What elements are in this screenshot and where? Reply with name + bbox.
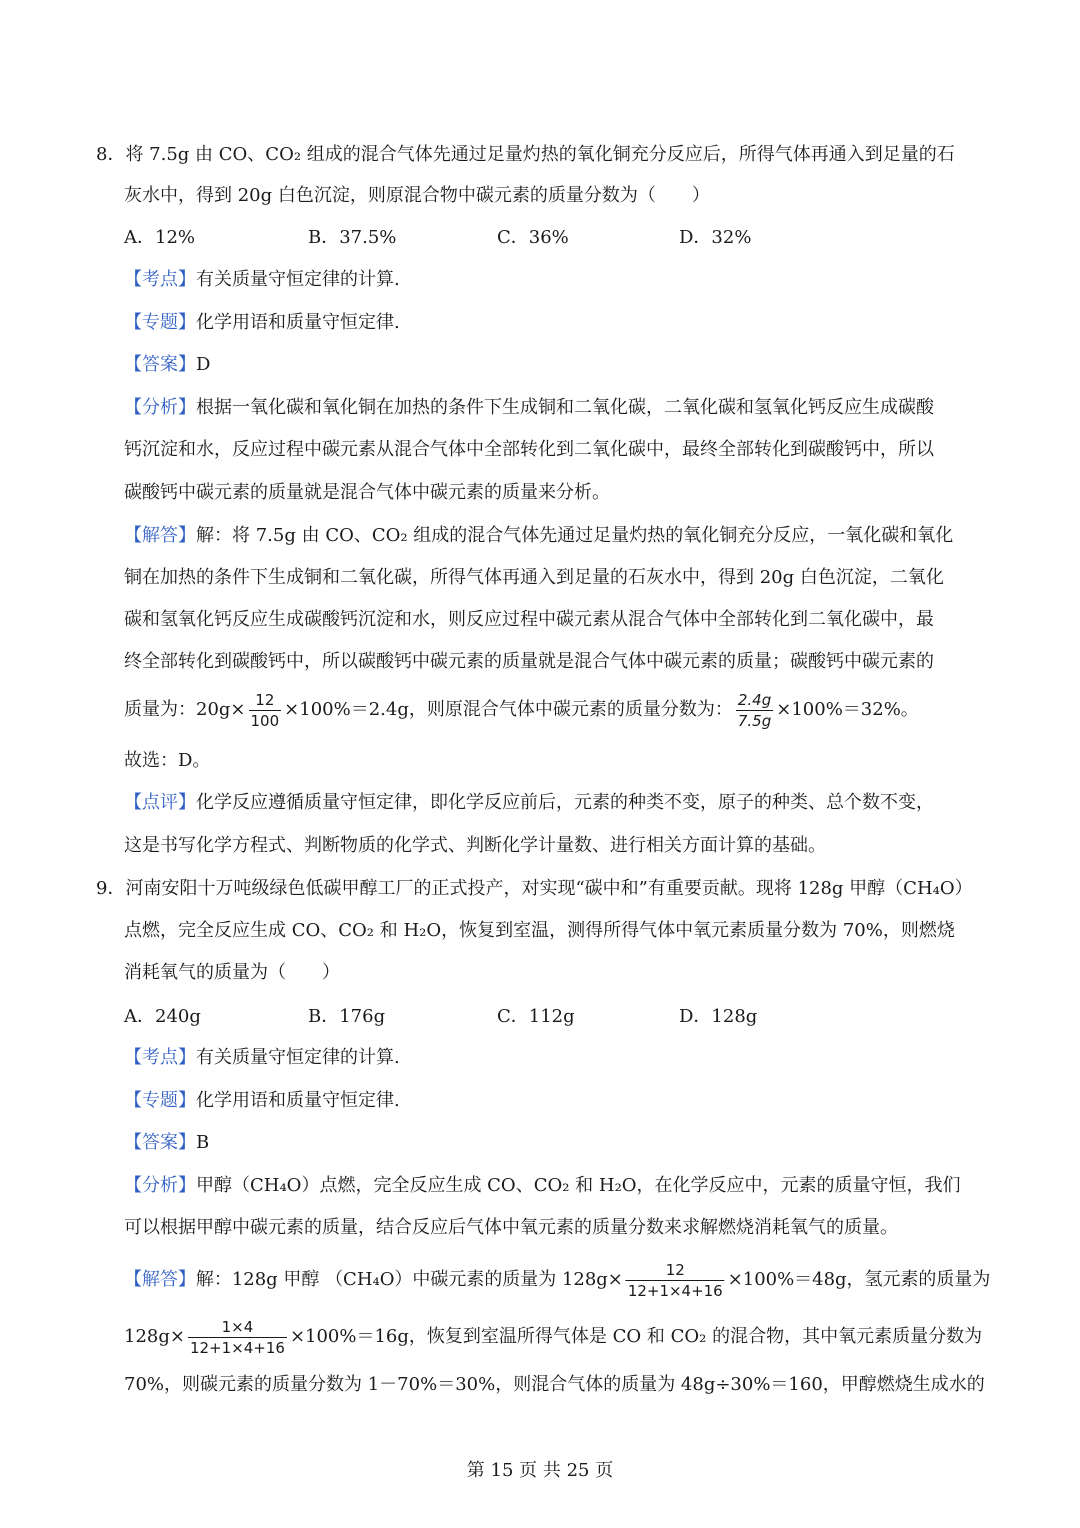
q8-analysis-text-1: 根据一氧化碳和氧化铜在加热的条件下生成铜和二氧化碳，二氧化碳和氢氧化钙反应生成碳酸 — [196, 397, 934, 418]
q9-analysis-text-1: 甲醇（CH₄O）点燃，完全反应生成 CO、CO₂ 和 H₂O，在化学反应中，元素的质量守恒，我们 — [196, 1175, 961, 1196]
q8-stem-line-2: 灰水中，得到 20g 白色沉淀，则原混合物中碳元素的质量分数为（ ） — [124, 185, 710, 206]
q8-kaodian — [124, 267, 400, 293]
q9-answer — [124, 1130, 209, 1156]
q9-kaodian-label: 【考点】 — [124, 1047, 196, 1068]
q8-solution-line-4: 终全部转化到碳酸钙中，所以碳酸钙中碳元素的质量就是混合气体中碳元素的质量；碳酸钙中碳元素的 — [124, 651, 934, 672]
frac-denominator: 12+1×4+16 — [627, 1281, 723, 1300]
q9-zhuanti-label: 【专题】 — [124, 1090, 196, 1111]
q9-zhuanti — [124, 1088, 400, 1114]
q8-kaodian-label: 【考点】 — [124, 269, 196, 290]
q9-solution-label: 【解答】 — [124, 1269, 196, 1290]
q8-solution-line-5 — [124, 688, 919, 732]
q9-kaodian-text: 有关质量守恒定律的计算. — [196, 1047, 400, 1068]
page-number-footer: 第 15 页 共 25 页 — [466, 1460, 614, 1481]
q8-solution-5a: 质量为：20g× — [124, 699, 246, 720]
q8-analysis-line-2: 钙沉淀和水，反应过程中碳元素从混合气体中全部转化到二氧化碳中，最终全部转化到碳酸钙中，所以 — [124, 439, 934, 460]
q9-solution-1a: 解：128g 甲醇 （CH₄O）中碳元素的质量为 128g× — [195, 1269, 623, 1290]
q8-fraction-2.4-7.5 — [736, 690, 773, 731]
q8-analysis-line-1 — [124, 395, 934, 421]
frac-numerator: 2.4g — [737, 690, 772, 709]
q9-analysis-label: 【分析】 — [124, 1175, 196, 1196]
q8-comment-text-1: 化学反应遵循质量守恒定律，即化学反应前后，元素的种类不变，原子的种类、总个数不变， — [196, 792, 934, 813]
frac-numerator: 1×4 — [188, 1317, 287, 1338]
q9-option-a: A．240g — [124, 1006, 201, 1027]
q9-solution-line-2 — [124, 1315, 982, 1359]
q8-solution-text-1: 解：将 7.5g 由 CO、CO₂ 组成的混合气体先通过足量灼热的氧化铜充分反应，一氧化碳和氧化 — [196, 525, 954, 546]
q8-fraction-12-100 — [249, 690, 282, 731]
q9-stem-line-2: 点燃，完全反应生成 CO、CO₂ 和 H₂O，恢复到室温，测得所得气体中氧元素质量分数为 70%，则燃烧 — [124, 920, 955, 941]
q8-comment-line-2: 这是书写化学方程式、判断物质的化学式、判断化学计量数、进行相关方面计算的基础。 — [124, 835, 826, 856]
q8-solution-line-1 — [124, 523, 953, 549]
q8-analysis-label: 【分析】 — [124, 397, 196, 418]
q9-stem-line-3: 消耗氧气的质量为（ ） — [124, 962, 340, 983]
q8-kaodian-text: 有关质量守恒定律的计算. — [196, 269, 400, 290]
q8-answer-label: 【答案】 — [124, 354, 196, 375]
frac-numerator: 12 — [626, 1260, 725, 1281]
q8-zhuanti-text: 化学用语和质量守恒定律. — [196, 312, 400, 333]
q8-comment-line-1 — [124, 790, 934, 816]
q9-answer-label: 【答案】 — [124, 1132, 196, 1153]
q9-zhuanti-text: 化学用语和质量守恒定律. — [196, 1090, 400, 1111]
q9-solution-2b: ×100%＝16g，恢复到室温所得气体是 CO 和 CO₂ 的混合物，其中氧元素质量分数为 — [289, 1326, 983, 1347]
q8-answer-text: D — [196, 354, 211, 375]
q8-comment-label: 【点评】 — [124, 792, 196, 813]
q8-option-c: C．36% — [497, 227, 569, 248]
frac-denominator: 100 — [250, 711, 280, 730]
q9-solution-line-3: 70%，则碳元素的质量分数为 1－70%＝30%，则混合气体的质量为 48g÷30%＝160，甲醇燃烧生成水的 — [124, 1374, 985, 1395]
q9-analysis-line-1 — [124, 1173, 961, 1199]
q9-solution-line-1 — [124, 1258, 990, 1302]
q9-kaodian — [124, 1045, 400, 1071]
q9-fraction-carbon — [626, 1260, 725, 1301]
frac-numerator: 12 — [249, 690, 282, 711]
q9-solution-2a: 128g× — [124, 1326, 185, 1347]
q8-stem-line-1: 8．将 7.5g 由 CO、CO₂ 组成的混合气体先通过足量灼热的氧化铜充分反应后，所得气体再通入到足量的石 — [96, 144, 955, 165]
q8-option-d: D．32% — [679, 227, 752, 248]
q8-zhuanti — [124, 310, 400, 336]
q8-answer — [124, 352, 210, 378]
q9-option-c: C．112g — [497, 1006, 575, 1027]
frac-denominator: 7.5g — [737, 711, 772, 730]
q9-fraction-hydrogen — [188, 1317, 287, 1358]
q8-solution-label: 【解答】 — [124, 525, 196, 546]
q8-solution-line-3: 碳和氢氧化钙反应生成碳酸钙沉淀和水，则反应过程中碳元素从混合气体中全部转化到二氧化碳中，最 — [124, 609, 934, 630]
q8-choice: 故选：D。 — [124, 750, 211, 771]
q8-solution-line-2: 铜在加热的条件下生成铜和二氧化碳，所得气体再通入到足量的石灰水中，得到 20g 白色沉淀，二氧化 — [124, 567, 944, 588]
q8-zhuanti-label: 【专题】 — [124, 312, 196, 333]
q9-option-d: D．128g — [679, 1006, 758, 1027]
q9-answer-text: B — [196, 1132, 210, 1153]
q9-stem-line-1: 9．河南安阳十万吨级绿色低碳甲醇工厂的正式投产，对实现“碳中和”有重要贡献。现将 128g 甲醇（CH₄O） — [96, 878, 973, 899]
q8-analysis-line-3: 碳酸钙中碳元素的质量就是混合气体中碳元素的质量来分析。 — [124, 482, 610, 503]
q8-option-a: A．12% — [124, 227, 196, 248]
q9-option-b: B．176g — [308, 1006, 386, 1027]
q9-analysis-line-2: 可以根据甲醇中碳元素的质量，结合反应后气体中氧元素的质量分数来求解燃烧消耗氧气的质量。 — [124, 1217, 898, 1238]
q8-option-b: B．37.5% — [308, 227, 397, 248]
q9-solution-1b: ×100%＝48g，氢元素的质量为 — [727, 1269, 991, 1290]
frac-denominator: 12+1×4+16 — [189, 1338, 285, 1357]
q8-solution-5c: ×100%＝32%。 — [776, 699, 919, 720]
q8-solution-5b: ×100%＝2.4g，则原混合气体中碳元素的质量分数为： — [284, 699, 733, 720]
